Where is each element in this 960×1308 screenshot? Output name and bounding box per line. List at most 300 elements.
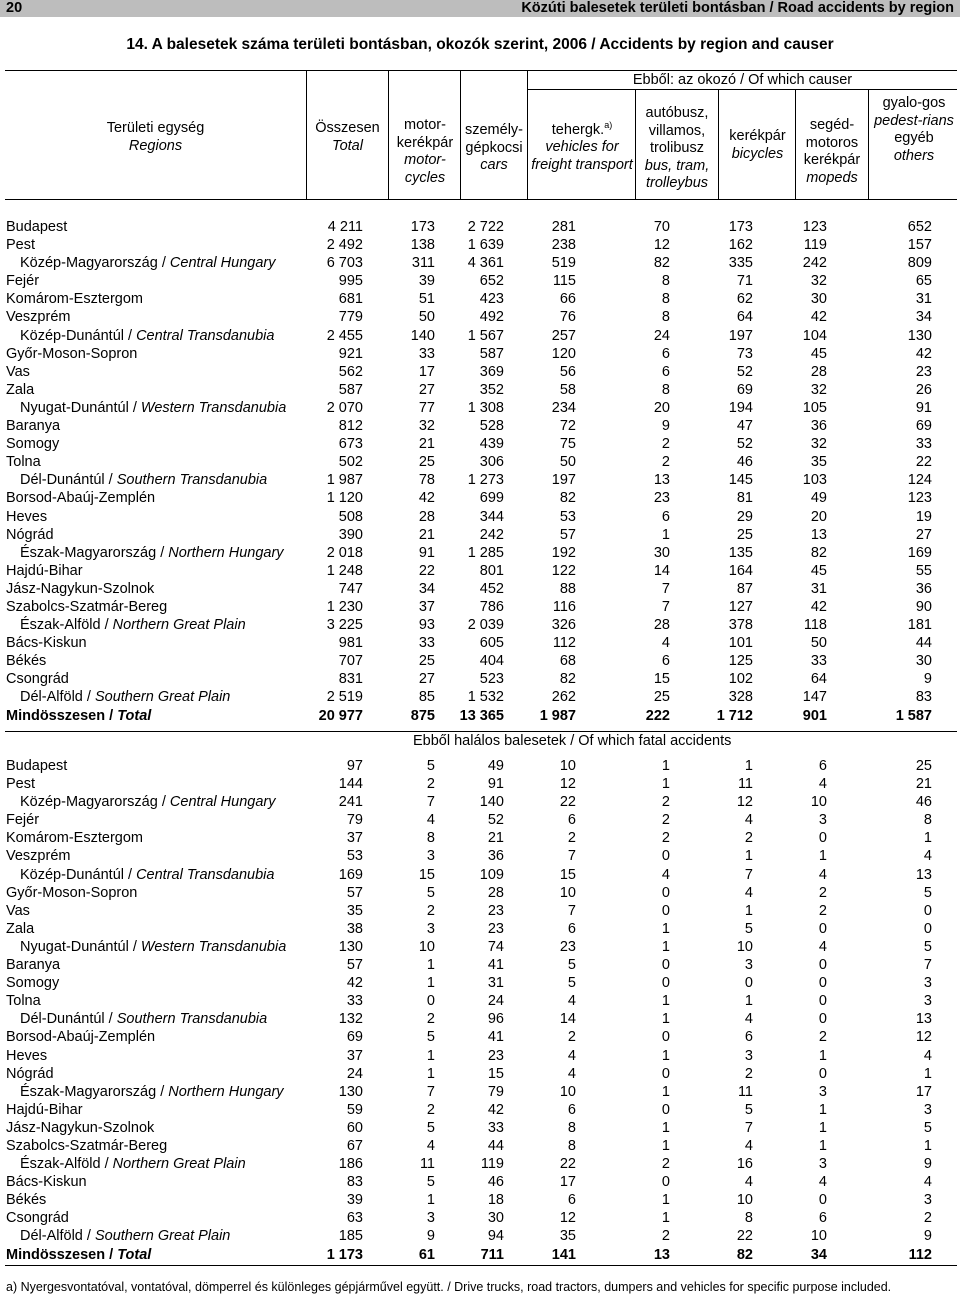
cell-value: 1: [426, 1065, 435, 1082]
table-row: [0, 218, 960, 236]
cell-value: 3: [744, 957, 753, 974]
cell-value: 42: [810, 598, 827, 615]
table-row: [0, 489, 960, 507]
cell-value: 5: [426, 1174, 435, 1191]
cell-value: 53: [559, 508, 576, 525]
cell-value: 699: [479, 490, 504, 507]
region-name: Nyugat-Dunántúl / Western Transdanubia: [20, 938, 287, 955]
cell-value: 31: [915, 291, 932, 308]
cell-value: 1: [661, 1083, 670, 1100]
cell-value: 64: [810, 671, 827, 688]
table-row: [0, 471, 960, 489]
table-row: [0, 381, 960, 399]
cell-value: 1: [818, 1137, 827, 1154]
cell-value: 10: [736, 1192, 753, 1209]
cell-value: 29: [736, 508, 753, 525]
table-title: 14. A balesetek száma területi bontásban, okozók szerint, 2006 / Accidents by region and causer: [126, 36, 834, 53]
cell-value: 42: [346, 975, 363, 992]
cell-value: 1: [661, 938, 670, 955]
cell-value: 2: [818, 884, 827, 901]
cell-value: 109: [479, 866, 504, 883]
col-sep: [388, 70, 389, 199]
region-name: Veszprém: [6, 848, 71, 865]
cell-value: 140: [410, 327, 435, 344]
cell-value: 50: [810, 635, 827, 652]
cell-value: 404: [479, 653, 504, 670]
cell-value: 2: [426, 902, 435, 919]
cell-value: 605: [479, 635, 504, 652]
cell-value: 0: [818, 830, 827, 847]
cell-value: 28: [487, 884, 504, 901]
table-bottom-rule: [5, 1265, 957, 1266]
cell-value: 18: [487, 1192, 504, 1209]
cell-value: 587: [479, 345, 504, 362]
region-name: Jász-Nagykun-Szolnok: [6, 580, 155, 597]
cell-value: 3 225: [326, 617, 363, 634]
cell-value: 2: [661, 454, 670, 471]
cell-value: 55: [915, 562, 932, 579]
cell-value: 3: [426, 848, 435, 865]
cell-value: 2: [744, 830, 753, 847]
cell-value: 25: [418, 653, 435, 670]
cell-value: 1 173: [326, 1246, 363, 1263]
cell-value: 119: [480, 1156, 504, 1173]
cell-value: 2: [661, 1156, 670, 1173]
region-name: Közép-Magyarország / Central Hungary: [20, 255, 276, 272]
cell-value: 875: [410, 707, 435, 724]
cell-value: 4: [426, 812, 435, 829]
cell-value: 9: [923, 1228, 932, 1245]
cell-value: 2 018: [326, 544, 363, 561]
table-row: [0, 902, 960, 920]
cell-value: 81: [736, 490, 753, 507]
cell-value: 1: [426, 1047, 435, 1064]
cell-value: 144: [338, 776, 363, 793]
cell-value: 1: [818, 848, 827, 865]
cell-value: 27: [418, 671, 435, 688]
cell-value: 328: [728, 689, 753, 706]
cell-value: 50: [559, 454, 576, 471]
cell-value: 2: [661, 830, 670, 847]
cell-value: 85: [418, 689, 435, 706]
cell-value: 901: [802, 707, 827, 724]
cell-value: 23: [653, 490, 670, 507]
cell-value: 34: [418, 580, 435, 597]
region-name: Somogy: [6, 975, 60, 992]
cell-value: 4: [744, 1174, 753, 1191]
cell-value: 369: [479, 363, 504, 380]
cell-value: 352: [479, 381, 504, 398]
cell-value: 56: [559, 363, 576, 380]
cell-value: 1: [661, 1192, 670, 1209]
cell-value: 0: [818, 1192, 827, 1209]
table-row: [0, 1191, 960, 1209]
cell-value: 32: [418, 418, 435, 435]
cell-value: 20: [653, 399, 670, 416]
cell-value: 0: [818, 957, 827, 974]
cell-value: 41: [487, 1029, 504, 1046]
region-name: Közép-Dunántúl / Central Transdanubia: [20, 327, 275, 344]
cell-value: 169: [907, 544, 932, 561]
cell-value: 3: [923, 1101, 932, 1118]
region-name: Mindösszesen / Total: [6, 707, 152, 724]
table-row: [0, 956, 960, 974]
cell-value: 1: [661, 920, 670, 937]
cell-value: 5: [923, 1119, 932, 1136]
cell-value: 69: [915, 418, 932, 435]
cell-value: 1: [661, 1137, 670, 1154]
cell-value: 5: [923, 884, 932, 901]
cell-value: 119: [803, 237, 827, 254]
cell-value: 2: [426, 1101, 435, 1118]
cell-value: 37: [346, 830, 363, 847]
cell-value: 0: [923, 920, 932, 937]
cell-value: 7: [567, 902, 576, 919]
all-accidents-table: [0, 218, 960, 725]
cell-value: 13: [810, 526, 827, 543]
cell-value: 8: [661, 309, 670, 326]
cell-value: 242: [479, 526, 504, 543]
cell-value: 452: [479, 580, 504, 597]
cell-value: 25: [915, 758, 932, 774]
table-row: [0, 775, 960, 793]
cell-value: 0: [661, 1065, 670, 1082]
cell-value: 519: [551, 255, 576, 272]
table-row: [0, 598, 960, 616]
cell-value: 63: [346, 1210, 363, 1227]
cell-value: 194: [728, 399, 753, 416]
cell-value: 53: [346, 848, 363, 865]
cell-value: 69: [736, 381, 753, 398]
cell-value: 33: [915, 436, 932, 453]
cell-value: 1 712: [716, 707, 753, 724]
cell-value: 8: [661, 381, 670, 398]
cell-value: 222: [645, 707, 670, 724]
page-number: 20: [6, 0, 23, 16]
header-causer-group: Ebből: az okozó / Of which causer: [632, 72, 853, 88]
table-row: [0, 884, 960, 902]
cell-value: 127: [728, 598, 753, 615]
table-row: [0, 254, 960, 272]
cell-value: 0: [661, 1029, 670, 1046]
cell-value: 82: [559, 490, 576, 507]
cell-value: 145: [728, 472, 753, 489]
cell-value: 59: [346, 1101, 363, 1118]
table-row: [0, 453, 960, 471]
cell-value: 8: [923, 812, 932, 829]
cell-value: 185: [338, 1228, 363, 1245]
region-name: Észak-Alföld / Northern Great Plain: [20, 1156, 246, 1173]
region-name: Hajdú-Bihar: [6, 562, 83, 579]
region-name: Bács-Kiskun: [6, 1174, 87, 1191]
cell-value: 33: [810, 653, 827, 670]
cell-value: 5: [426, 1029, 435, 1046]
cell-value: 192: [551, 544, 576, 561]
cell-value: 50: [418, 309, 435, 326]
cell-value: 5: [567, 957, 576, 974]
cell-value: 24: [487, 993, 504, 1010]
region-name: Budapest: [6, 758, 68, 774]
cell-value: 87: [736, 580, 753, 597]
cell-value: 30: [810, 291, 827, 308]
table-row: [0, 1101, 960, 1119]
region-name: Zala: [6, 381, 35, 398]
region-name: Dél-Dunántúl / Southern Transdanubia: [20, 472, 268, 489]
cell-value: 25: [653, 689, 670, 706]
cell-value: 5: [567, 975, 576, 992]
cell-value: 8: [426, 830, 435, 847]
cell-value: 2: [426, 776, 435, 793]
cell-value: 41: [487, 957, 504, 974]
cell-value: 78: [418, 472, 435, 489]
cell-value: 138: [410, 237, 435, 254]
cell-value: 62: [736, 291, 753, 308]
cell-value: 12: [559, 1210, 576, 1227]
region-name: Zala: [6, 920, 35, 937]
cell-value: 0: [818, 1011, 827, 1028]
cell-value: 2 039: [467, 617, 504, 634]
cell-value: 0: [426, 993, 435, 1010]
cell-value: 4: [818, 776, 827, 793]
cell-value: 23: [487, 902, 504, 919]
cell-value: 812: [338, 418, 363, 435]
header-pedestrians-others: gyalo-gos pedest-rians egyéb others: [874, 95, 954, 164]
header-freight: tehergk.$^{a)}$ vehicles for freight transport: [531, 120, 633, 173]
region-name: Dél-Alföld / Southern Great Plain: [20, 689, 231, 706]
cell-value: 10: [559, 1083, 576, 1100]
table-row: [0, 811, 960, 829]
cell-value: 14: [559, 1011, 576, 1028]
cell-value: 528: [479, 418, 504, 435]
cell-value: 492: [479, 309, 504, 326]
cell-value: 82: [559, 671, 576, 688]
table-row: [0, 1155, 960, 1173]
cell-value: 4: [426, 1137, 435, 1154]
cell-value: 3: [818, 1156, 827, 1173]
cell-value: 45: [810, 562, 827, 579]
cell-value: 17: [915, 1083, 932, 1100]
cell-value: 11: [737, 1083, 753, 1100]
cell-value: 4: [661, 866, 670, 883]
cell-value: 4: [744, 884, 753, 901]
cell-value: 33: [487, 1119, 504, 1136]
cell-value: 10: [418, 938, 435, 955]
region-name: Somogy: [6, 436, 60, 453]
cell-value: 4: [818, 866, 827, 883]
region-name: Komárom-Esztergom: [6, 291, 143, 308]
cell-value: 6: [744, 1029, 753, 1046]
table-row: [0, 866, 960, 884]
col-sep: [868, 89, 869, 199]
table-row: [0, 1083, 960, 1101]
cell-value: 157: [907, 237, 932, 254]
cell-value: 3: [426, 920, 435, 937]
table-row: [0, 399, 960, 417]
table-row: [0, 920, 960, 938]
cell-value: 7: [426, 794, 435, 811]
cell-value: 8: [567, 1137, 576, 1154]
cell-value: 49: [487, 758, 504, 774]
cell-value: 13: [915, 1011, 932, 1028]
cell-value: 116: [552, 598, 576, 615]
cell-value: 344: [479, 508, 504, 525]
table-row: [0, 345, 960, 363]
cell-value: 31: [487, 975, 504, 992]
cell-value: 2: [661, 436, 670, 453]
region-name: Szabolcs-Szatmár-Bereg: [6, 598, 168, 615]
cell-value: 130: [338, 1083, 363, 1100]
cell-value: 10: [736, 938, 753, 955]
cell-value: 1: [426, 1192, 435, 1209]
cell-value: 831: [338, 671, 363, 688]
region-name: Baranya: [6, 418, 61, 435]
cell-value: 6: [567, 1101, 576, 1118]
cell-value: 3: [923, 975, 932, 992]
region-name: Pest: [6, 776, 36, 793]
cell-value: 1: [744, 902, 753, 919]
cell-value: 21: [915, 776, 932, 793]
cell-value: 74: [487, 938, 504, 955]
region-name: Győr-Moson-Sopron: [6, 345, 138, 362]
cell-value: 71: [736, 273, 753, 290]
region-name: Nógrád: [6, 1065, 54, 1082]
cell-value: 2 722: [467, 219, 504, 235]
cell-value: 6: [567, 1192, 576, 1209]
region-name: Békés: [6, 653, 47, 670]
table-row: [0, 544, 960, 562]
region-name: Győr-Moson-Sopron: [6, 884, 138, 901]
cell-value: 169: [338, 866, 363, 883]
region-name: Észak-Magyarország / Northern Hungary: [20, 544, 284, 561]
table-row: [0, 236, 960, 254]
cell-value: 82: [810, 544, 827, 561]
cell-value: 2: [818, 1029, 827, 1046]
cell-value: 83: [915, 689, 932, 706]
cell-value: 91: [915, 399, 932, 416]
table-row: [0, 688, 960, 706]
cell-value: 3: [818, 812, 827, 829]
cell-value: 64: [736, 309, 753, 326]
cell-value: 1 587: [895, 707, 932, 724]
table-row: [0, 1047, 960, 1065]
cell-value: 17: [418, 363, 435, 380]
cell-value: 6: [661, 345, 670, 362]
cell-value: 2: [818, 902, 827, 919]
cell-value: 35: [810, 454, 827, 471]
cell-value: 57: [346, 957, 363, 974]
cell-value: 6: [661, 653, 670, 670]
cell-value: 2: [744, 1065, 753, 1082]
cell-value: 523: [479, 671, 504, 688]
cell-value: 8: [661, 291, 670, 308]
cell-value: 439: [479, 436, 504, 453]
region-name: Fejér: [6, 812, 40, 829]
cell-value: 326: [551, 617, 576, 634]
cell-value: 97: [346, 758, 363, 774]
fatal-section-title: Ebből halálos balesetek / Of which fatal accidents: [413, 733, 732, 749]
cell-value: 30: [915, 653, 932, 670]
cell-value: 105: [802, 399, 827, 416]
table-row: [0, 1028, 960, 1046]
cell-value: 241: [338, 794, 363, 811]
cell-value: 115: [552, 273, 576, 290]
cell-value: 4: [923, 1174, 932, 1191]
table-row: [0, 707, 960, 725]
cell-value: 44: [915, 635, 932, 652]
cell-value: 2: [567, 1029, 576, 1046]
cell-value: 335: [728, 255, 753, 272]
cell-value: 587: [338, 381, 363, 398]
cell-value: 123: [802, 219, 827, 235]
cell-value: 51: [418, 291, 435, 308]
cell-value: 28: [418, 508, 435, 525]
cell-value: 101: [728, 635, 753, 652]
cell-value: 130: [338, 938, 363, 955]
cell-value: 12: [915, 1029, 932, 1046]
cell-value: 1 567: [467, 327, 504, 344]
cell-value: 21: [418, 436, 435, 453]
cell-value: 1: [818, 1119, 827, 1136]
cell-value: 652: [479, 273, 504, 290]
cell-value: 3: [426, 1210, 435, 1227]
cell-value: 28: [810, 363, 827, 380]
cell-value: 15: [418, 866, 435, 883]
cell-value: 1: [661, 776, 670, 793]
cell-value: 141: [551, 1246, 576, 1263]
cell-value: 15: [487, 1065, 504, 1082]
footnote: a) Nyergesvontatóval, vontatóval, dömperrel és különleges gépjárművel együtt. / Drive trucks, road tractors, dumpers and vehicles for specific purpose included.: [6, 1280, 892, 1294]
cell-value: 19: [915, 508, 932, 525]
cell-value: 31: [810, 580, 827, 597]
cell-value: 4: [744, 1011, 753, 1028]
cell-value: 28: [653, 617, 670, 634]
cell-value: 4: [567, 1047, 576, 1064]
cell-value: 1: [744, 848, 753, 865]
table-row: [0, 290, 960, 308]
cell-value: 0: [661, 975, 670, 992]
cell-value: 118: [803, 617, 827, 634]
cell-value: 0: [661, 1101, 670, 1118]
cell-value: 5: [744, 1101, 753, 1118]
table-row: [0, 1065, 960, 1083]
region-name: Tolna: [6, 454, 41, 471]
cell-value: 5: [744, 920, 753, 937]
cell-value: 0: [744, 975, 753, 992]
region-name: Észak-Magyarország / Northern Hungary: [20, 1083, 284, 1100]
cell-value: 2: [923, 1210, 932, 1227]
cell-value: 652: [907, 219, 932, 235]
cell-value: 5: [923, 938, 932, 955]
cell-value: 94: [487, 1228, 504, 1245]
cell-value: 42: [810, 309, 827, 326]
cell-value: 995: [338, 273, 363, 290]
region-name: Vas: [6, 363, 30, 380]
table-row: [0, 1246, 960, 1264]
cell-value: 562: [338, 363, 363, 380]
cell-value: 122: [551, 562, 576, 579]
cell-value: 1: [661, 993, 670, 1010]
cell-value: 6: [818, 758, 827, 774]
region-name: Jász-Nagykun-Szolnok: [6, 1119, 155, 1136]
cell-value: 681: [338, 291, 363, 308]
cell-value: 423: [479, 291, 504, 308]
cell-value: 82: [736, 1246, 753, 1263]
cell-value: 5: [426, 758, 435, 774]
cell-value: 1: [818, 1101, 827, 1118]
cell-value: 9: [661, 418, 670, 435]
cell-value: 3: [744, 1047, 753, 1064]
cell-value: 7: [923, 957, 932, 974]
